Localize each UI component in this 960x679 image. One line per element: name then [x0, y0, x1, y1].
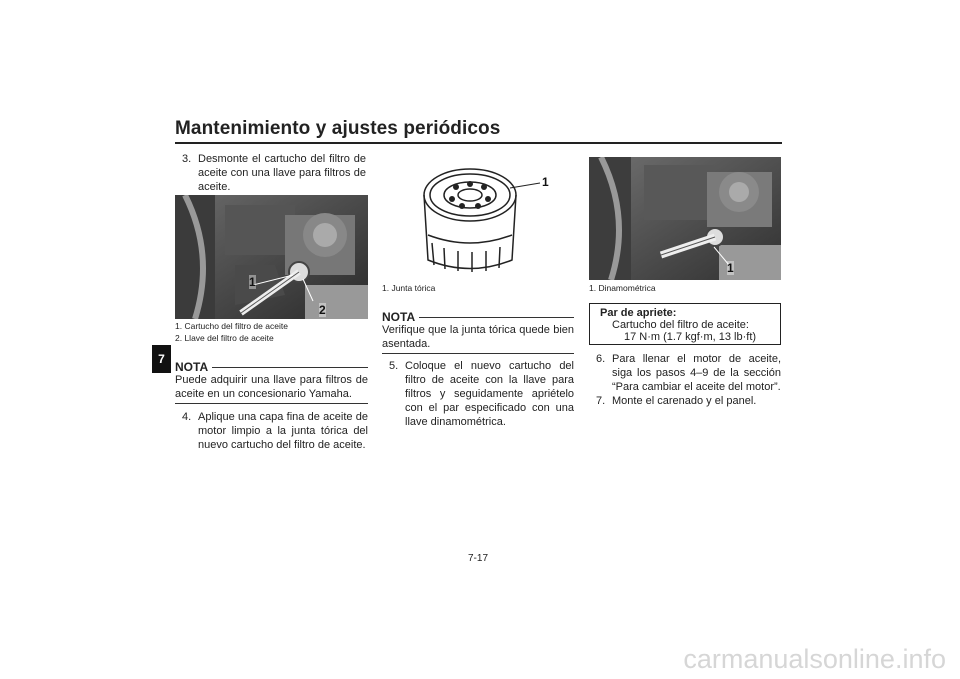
step-3 — [182, 152, 366, 194]
page-title: Mantenimiento y ajustes periódicos — [175, 118, 501, 139]
nota-rule-bottom-2 — [382, 353, 574, 354]
diagram-callout-1: 1 — [542, 175, 549, 189]
step-3-number: 3. — [182, 153, 192, 165]
torque-spec-box — [589, 303, 781, 345]
nota-rule-top-2 — [419, 317, 574, 318]
photo-callout-2: 2 — [319, 303, 326, 317]
step-5-number: 5. — [389, 360, 399, 372]
spec-line-1: Cartucho del filtro de aceite: — [612, 319, 749, 331]
step-7-number: 7. — [596, 395, 606, 407]
step-6-number: 6. — [596, 353, 606, 365]
nota-text-2: Verifique que la junta tórica quede bien asentada. — [382, 324, 574, 350]
step-7-text: Monte el carenado y el panel. — [612, 395, 757, 407]
step-6 — [596, 352, 781, 394]
caption-2: 2. Llave del filtro de aceite — [175, 333, 274, 343]
step-3-text: Desmonte el cartucho del filtro de aceite con una llave para filtros de aceite. — [198, 153, 366, 193]
step-5-text: Coloque el nuevo cartucho del filtro de aceite con la llave para filtros y seguidamente apriételo con el par especificado con una llave dinamométrica. — [405, 360, 574, 428]
photo-torque-wrench — [589, 157, 781, 280]
spec-line-2: 17 N·m (1.7 kgf·m, 13 lb·ft) — [624, 331, 757, 343]
nota-text-1: Puede adquirir una llave para filtros de aceite en un concesionario Yamaha. — [175, 374, 368, 400]
nota-title-1: NOTA — [175, 360, 209, 374]
caption-junta: 1. Junta tórica — [382, 283, 436, 293]
step-4-number: 4. — [182, 411, 192, 423]
page-number: 7-17 — [468, 553, 489, 564]
step-4-text: Aplique una capa fina de aceite de motor limpio a la junta tórica del nuevo cartucho del filtro de aceite. — [198, 411, 368, 451]
step-4 — [182, 410, 368, 452]
watermark: carmanualsonline.info — [683, 644, 946, 674]
chapter-tab: 7 — [152, 345, 171, 373]
header-rule — [175, 142, 782, 144]
step-5 — [389, 359, 574, 429]
diagram-oil-filter-cartridge — [382, 155, 574, 280]
nota-rule-bottom-1 — [175, 403, 368, 404]
caption-1: 1. Cartucho del filtro de aceite — [175, 321, 288, 331]
spec-title: Par de apriete: — [600, 307, 677, 319]
nota-title-2: NOTA — [382, 310, 416, 324]
nota-rule-top-1 — [212, 367, 368, 368]
photo-oil-filter-wrench — [175, 195, 368, 319]
photo-callout-torque: 1 — [727, 261, 734, 275]
step-6-text: Para llenar el motor de aceite, siga los pasos 4–9 de la sección “Para cambiar el aceite del motor”. — [612, 353, 781, 393]
photo-callout-1: 1 — [249, 275, 256, 289]
step-7 — [596, 394, 781, 408]
caption-dinamometrica: 1. Dinamométrica — [589, 283, 656, 293]
